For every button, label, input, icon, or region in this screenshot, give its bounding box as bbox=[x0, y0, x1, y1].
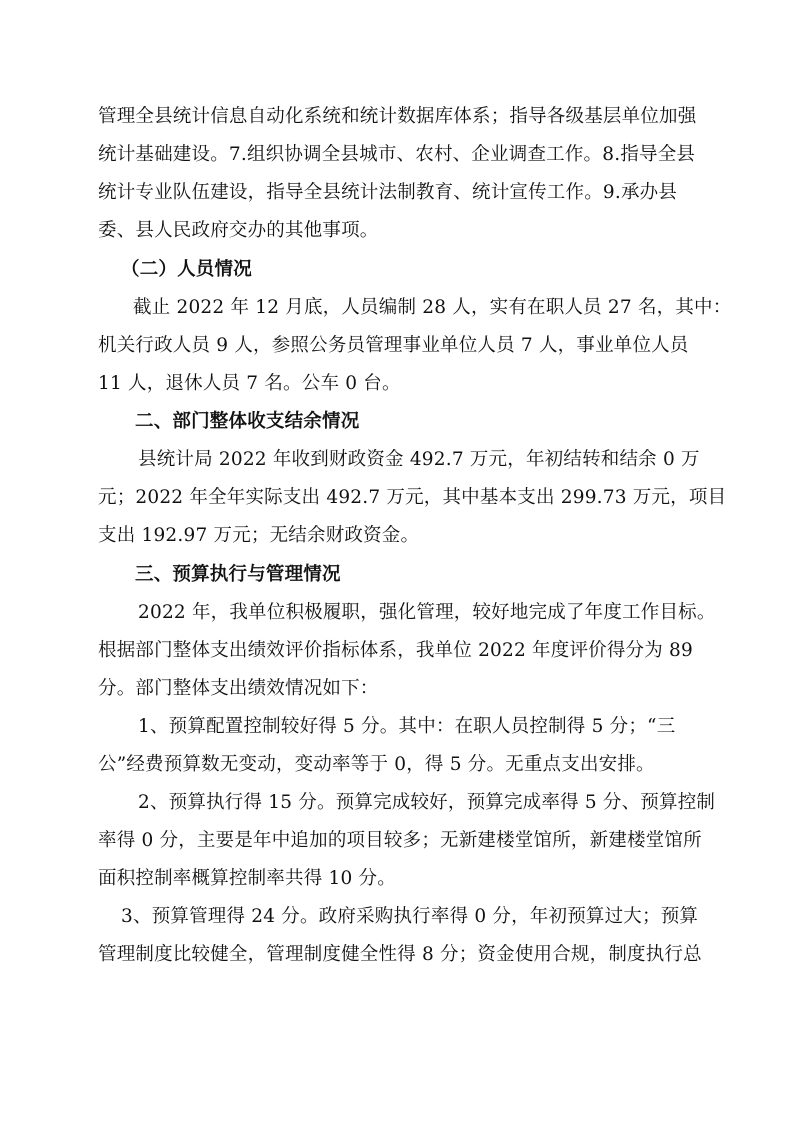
paragraph-line: 1、预算配置控制较好得 5 分。其中：在职人员控制得 5 分；“三 bbox=[138, 716, 676, 737]
section-heading-personnel: （二）人员情况 bbox=[121, 259, 252, 280]
paragraph-line: 11 人，退休人员 7 名。公车 0 台。 bbox=[98, 373, 401, 394]
paragraph-line: 支出 192.97 万元；无结余财政资金。 bbox=[98, 525, 420, 546]
section-heading-budget-execution: 三、预算执行与管理情况 bbox=[135, 564, 341, 585]
paragraph-line: 分。部门整体支出绩效情况如下： bbox=[98, 678, 379, 699]
paragraph-line: 3、预算管理得 24 分。政府采购执行率得 0 分，年初预算过大；预算 bbox=[121, 906, 699, 927]
paragraph-line: 统计专业队伍建设，指导全县统计法制教育、统计宣传工作。9.承办县 bbox=[98, 182, 678, 203]
paragraph-line: 2022 年，我单位积极履职，强化管理，较好地完成了年度工作目标。 bbox=[138, 602, 716, 623]
paragraph-line: 截止 2022 年 12 月底，人员编制 28 人，实有在职人员 27 名，其中： bbox=[133, 297, 732, 318]
paragraph-line: 机关行政人员 9 人，参照公务员管理事业单位人员 7 人，事业单位人员 bbox=[98, 335, 689, 356]
paragraph-line: 公”经费预算数无变动，变动率等于 0，得 5 分。无重点支出安排。 bbox=[98, 754, 655, 775]
paragraph-line: 县统计局 2022 年收到财政资金 492.7 万元，年初结转和结余 0 万 bbox=[138, 449, 700, 470]
paragraph-line: 管理全县统计信息自动化系统和统计数据库体系；指导各级基层单位加强 bbox=[98, 106, 697, 127]
paragraph-line: 2、预算执行得 15 分。预算完成较好，预算完成率得 5 分、预算控制 bbox=[138, 792, 716, 813]
paragraph-line: 元；2022 年全年实际支出 492.7 万元，其中基本支出 299.73 万元，项目 bbox=[98, 487, 727, 508]
paragraph-line: 统计基础建设。7.组织协调全县城市、农村、企业调查工作。8.指导全县 bbox=[98, 144, 696, 165]
paragraph-line: 管理制度比较健全，管理制度健全性得 8 分；资金使用合规，制度执行总 bbox=[98, 944, 702, 965]
paragraph-line: 委、县人民政府交办的其他事项。 bbox=[98, 220, 379, 241]
section-heading-balance: 二、部门整体收支结余情况 bbox=[135, 411, 360, 432]
paragraph-line: 根据部门整体支出绩效评价指标体系，我单位 2022 年度评价得分为 89 bbox=[98, 640, 693, 661]
paragraph-line: 率得 0 分，主要是年中追加的项目较多；无新建楼堂馆所，新建楼堂馆所 bbox=[98, 830, 702, 851]
paragraph-line: 面积控制率概算控制率共得 10 分。 bbox=[98, 868, 396, 889]
